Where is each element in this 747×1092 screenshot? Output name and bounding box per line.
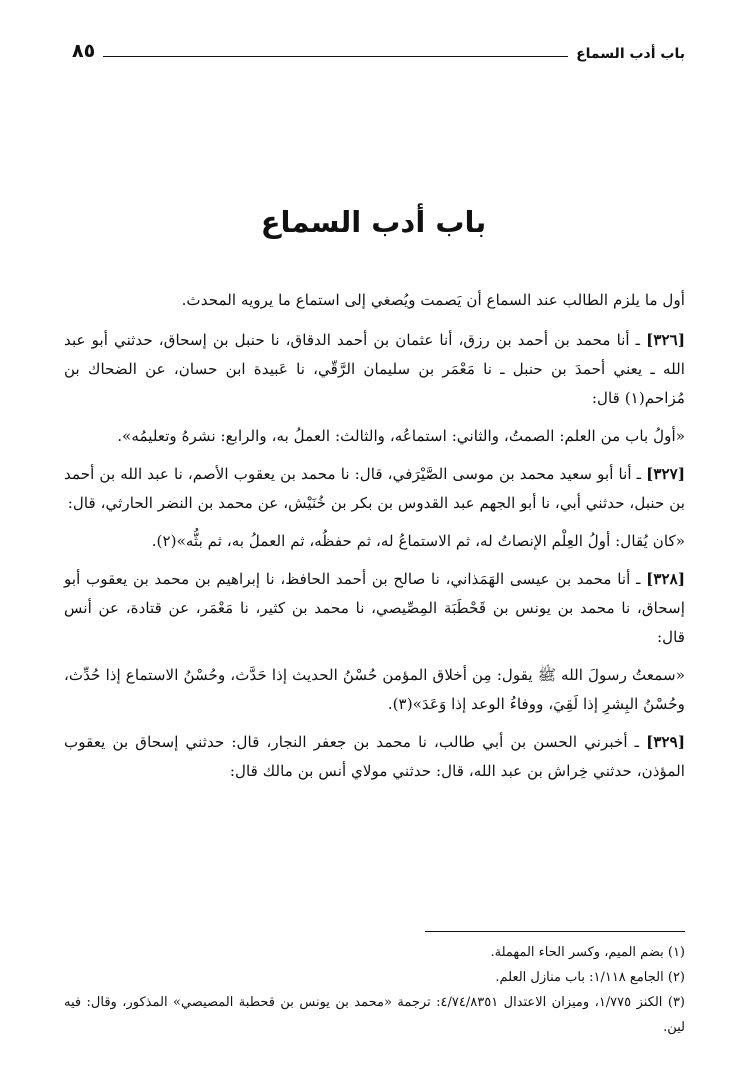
entry-number: [٣٢٦] [646, 331, 685, 349]
entry-number: [٣٢٨] [646, 570, 685, 588]
footnote-1: (١) بضم الميم، وكسر الحاء المهملة. [490, 945, 685, 960]
entry-328-matn: «سمعتُ رسولَ الله ﷺ يقول: مِن أخلاق المؤمن حُسْنُ الحديث إذا حَدَّث، وحُسْنُ الاستماع إذا حُدِّث، وحُسْنُ البِشرِ إذا لَقِيَ، ووفاءُ الوعد إذا وَعَدَ»(٣). [64, 666, 685, 713]
entry-328-isnad [64, 565, 685, 652]
footnote-3: (٣) الكنز ١/٧٧٥، وميزان الاعتدال ٤/٧٤/٨٣٥١: ترجمة «محمد بن يونس بن قحطبة المصيصي» المذكور، وقال: فيه لين. [64, 995, 685, 1035]
entry-326-matn: «أولُ باب من العلم: الصمتُ، والثاني: استماعُه، والثالث: العملُ به، والرابع: نشرهُ وتعليمُه». [117, 427, 685, 445]
footnote-2: (٢) الجامع ١/١١٨: باب منازل العلم. [495, 970, 685, 985]
isnad-text: ـ أنا محمد بن أحمد بن رزق، أنا عثمان بن أحمد الدقاق، نا حنبل بن إسحاق، حدثني أبو عبد الله ـ يعني أحمدَ بن حنبل ـ نا مَعْمَر بن سليمان الرَّقّي، نا عَبيدة ابن حسان، عن الضحاك بن مُزاحم(١) قال: [64, 331, 685, 407]
entry-327-matn: «كان يُقال: أولُ العِلْم الإنصاتُ له، ثم الاستماعُ له، ثم حفظُه، ثم العملُ به، ثم بثُّه»(٢). [151, 532, 685, 550]
entry-327-isnad [64, 460, 685, 518]
entry-329-isnad [64, 728, 685, 786]
entry-326-isnad [64, 326, 685, 413]
entry-number: [٣٢٧] [646, 465, 685, 483]
isnad-text: ـ أنا محمد بن عيسى الهَمَذاني، نا صالح بن أحمد الحافظ، نا إبراهيم بن محمد بن يعقوب أبو إسحاق، نا محمد بن يونس بن قَحْطَبَة المِصِّيصي، نا محمد بن كثير، نا مَعْمَر، عن قتادة، عن أنس قال: [64, 570, 685, 646]
footnote-rule [425, 931, 685, 932]
intro-paragraph: أول ما يلزم الطالب عند السماع أن يَصمت ويُصغي إلى استماع ما يرويه المحدث. [181, 291, 685, 309]
running-header-title: باب أدب السماع [576, 46, 685, 62]
running-header [72, 36, 685, 62]
isnad-text: ـ أخبرني الحسن بن أبي طالب، نا محمد بن جعفر النجار، قال: حدثني إسحاق بن يعقوب المؤذن، حدثني خِراش بن عبد الله، قال: حدثني مولاي أنس بن مالك قال: [64, 733, 685, 780]
chapter-title: باب أدب السماع [260, 205, 487, 239]
footnotes [64, 940, 685, 1040]
page-number: ٨٥ [72, 40, 96, 62]
main-text [64, 286, 685, 795]
isnad-text: ـ أنا أبو سعيد محمد بن موسى الصَّيْرَفي، قال: نا محمد بن يعقوب الأصم، نا عبد الله بن أحمد بن حنبل، حدثني أبي، نا أبو الجهم عبد القدوس بن بكر بن خُنَيْش، عن محمد بن النضر الحارثي، قال: [64, 465, 685, 512]
entry-number: [٣٢٩] [646, 733, 685, 751]
header-rule [103, 56, 568, 57]
